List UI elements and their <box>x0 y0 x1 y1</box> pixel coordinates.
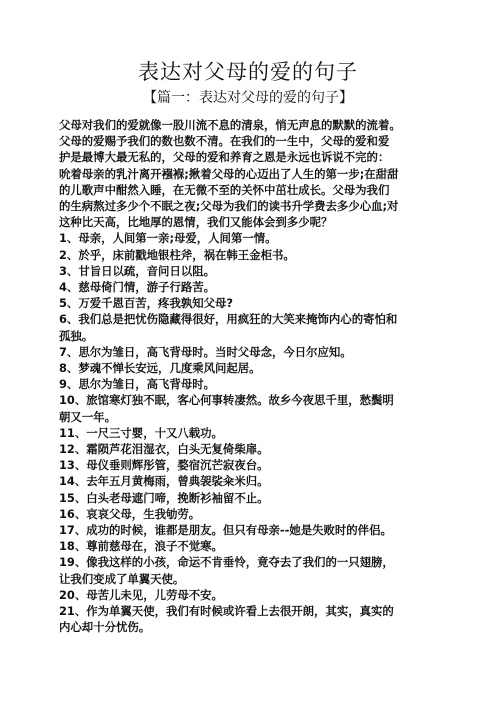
text-line: 9、思尔为雏日，高飞背母时。 <box>59 377 216 392</box>
text-line: 的生病熬过多少个不眠之夜;父母为我们的读书升学费去多少心血;对 <box>59 199 399 214</box>
text-line: 孤独。 <box>59 328 94 343</box>
text-line: 3、甘旨日以疏，音问日以阻。 <box>59 263 216 278</box>
document-subtitle: 【篇一：表达对父母的爱的句子】 <box>143 90 353 106</box>
document-body <box>59 117 455 636</box>
text-line: 13、母仪垂则辉彤管，婺宿沉芒寂夜台。 <box>59 458 269 473</box>
text-line: 这种比天高，比地厚的恩情，我们又能体会到多少呢？ <box>59 215 333 230</box>
text-line: 21、作为单翼天使，我们有时候或许看上去很开朗，其实，真实的 <box>59 604 394 619</box>
text-line: 12、霜陨芦花泪湿衣，白头无复倚柴扉。 <box>59 442 269 457</box>
text-line: 11、一尺三寸婴，十又八载功。 <box>59 425 223 440</box>
text-line: 19、像我这样的小孩，命运不肯垂怜，竟夺去了我们的一只翅膀， <box>59 555 394 570</box>
text-line: 朝又一年。 <box>59 409 116 424</box>
document-title: 表达对父母的爱的句子 <box>138 60 358 84</box>
text-line: 10、旅馆寒灯独不眠，客心何事转凄然。故乡今夜思千里，愁鬓明 <box>59 393 394 408</box>
text-line: 2、於乎，床前戳地银柱斧，祸在韩王金柜书。 <box>59 247 295 262</box>
text-line: 让我们变成了单翼天使。 <box>59 571 185 586</box>
text-line: 18、尊前慈母在，浪子不觉寒。 <box>59 539 223 554</box>
text-line: 5、万爱千恩百苦，疼我孰知父母? <box>59 296 234 311</box>
text-line: 1、母亲，人间第一亲;母爱，人间第一情。 <box>59 231 277 246</box>
text-line: 8、梦魂不惮长安远，几度乘风问起居。 <box>59 361 261 376</box>
text-line: 父母的爱赐予我们的数也数不清。在我们的一生中，父母的爱和爱 <box>59 134 390 149</box>
text-line: 6、我们总是把忧伤隐藏得很好，用疯狂的大笑来掩饰内心的寄怕和 <box>59 312 398 327</box>
text-line: 17、成功的时候，谁都是朋友。但只有母亲--她是失败时的伴侣。 <box>59 523 392 538</box>
text-line: 内心却十分忧伤。 <box>59 620 151 635</box>
text-line: 7、思尔为雏日，高飞背母时。当时父母念，今日尔应知。 <box>59 344 352 359</box>
text-line: 父母对我们的爱就像一股川流不息的清泉，悄无声息的默默的流着。 <box>59 118 401 132</box>
text-line: 的儿歌声中酣然入睡，在无微不至的关怀中茁壮成长。父母为我们 <box>59 182 390 197</box>
text-line: 护是最博大最无私的，父母的爱和养育之恩是永远也诉说不完的： <box>59 150 390 165</box>
text-line: 14、去年五月黄梅雨，曾典袈裟籴米归。 <box>59 474 269 489</box>
text-line: 20、母苦儿未见，儿劳母不安。 <box>59 587 223 602</box>
text-line: 15、白头老母遮门啼，挽断衫袖留不止。 <box>59 490 269 505</box>
text-line: 吮着母亲的乳汁离开襁褓;揪着父母的心迈出了人生的第一步;在甜甜 <box>59 166 399 181</box>
text-line: 4、慈母倚门情，游子行路苦。 <box>59 280 216 295</box>
text-line: 16、哀哀父母，生我劬劳。 <box>59 506 201 521</box>
